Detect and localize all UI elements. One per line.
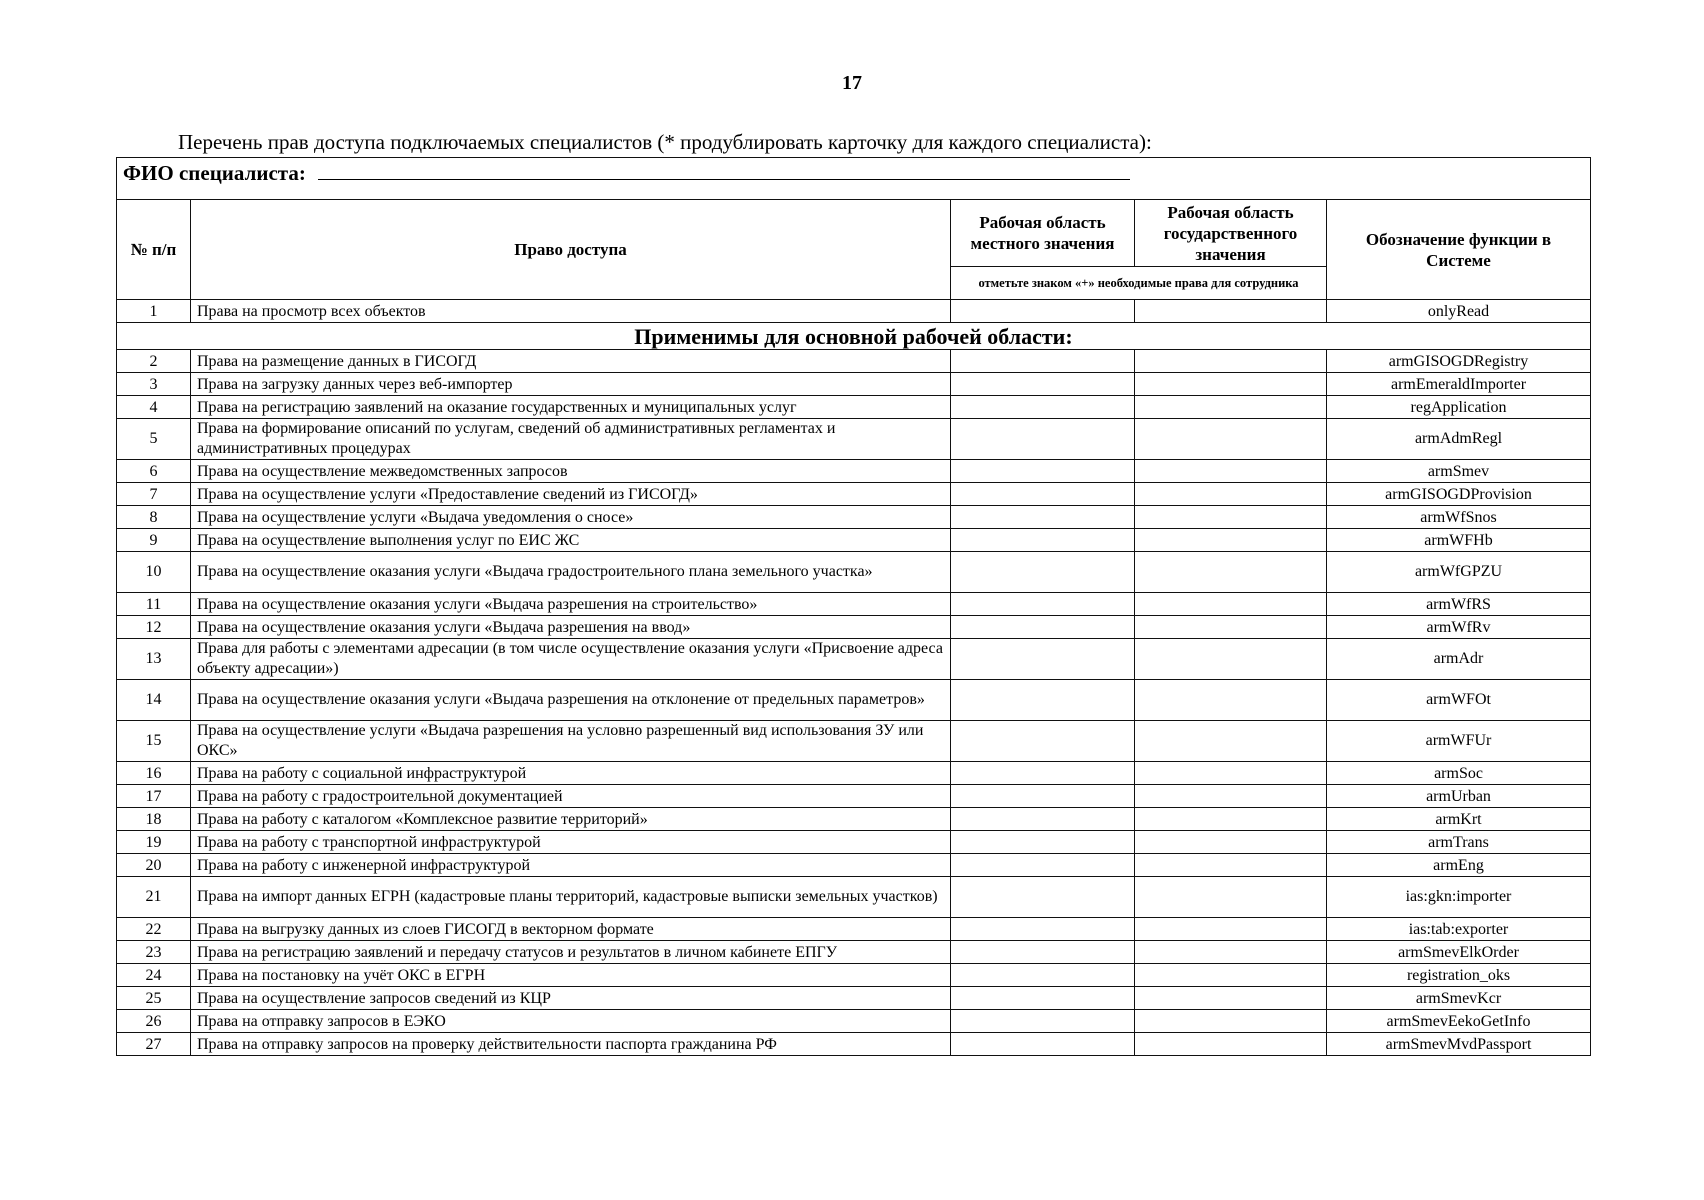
- row-num: 12: [117, 616, 191, 639]
- row-right: Права на осуществление выполнения услуг по ЕИС ЖС: [191, 529, 951, 552]
- local-area-cell[interactable]: [951, 300, 1135, 323]
- row-code: armSmevEekoGetInfo: [1327, 1010, 1591, 1033]
- row-code: armSmevKcr: [1327, 987, 1591, 1010]
- row-code: armSmevMvdPassport: [1327, 1033, 1591, 1056]
- row-num: 15: [117, 721, 191, 762]
- row-code: ias:gkn:importer: [1327, 877, 1591, 918]
- table-row: [117, 918, 1591, 941]
- state-area-cell[interactable]: [1135, 762, 1327, 785]
- row-num: 2: [117, 350, 191, 373]
- state-area-cell[interactable]: [1135, 350, 1327, 373]
- table-row: [117, 721, 1591, 762]
- row-num: 8: [117, 506, 191, 529]
- row-num: 27: [117, 1033, 191, 1056]
- row-num: 21: [117, 877, 191, 918]
- row-right: Права на просмотр всех объектов: [191, 300, 951, 323]
- table-row: [117, 680, 1591, 721]
- row-right: Права на осуществление оказания услуги «Выдача градостроительного плана земельного участка»: [191, 552, 951, 593]
- row-right: Права на отправку запросов в ЕЭКО: [191, 1010, 951, 1033]
- row-num: 3: [117, 373, 191, 396]
- row-right: Права на осуществление оказания услуги «Выдача разрешения на строительство»: [191, 593, 951, 616]
- row-num: 11: [117, 593, 191, 616]
- local-area-cell[interactable]: [951, 639, 1135, 680]
- state-area-cell[interactable]: [1135, 639, 1327, 680]
- row-num: 20: [117, 854, 191, 877]
- table-row: [117, 460, 1591, 483]
- local-area-cell[interactable]: [951, 460, 1135, 483]
- header-row: [117, 200, 1591, 267]
- local-area-cell[interactable]: [951, 877, 1135, 918]
- state-area-cell[interactable]: [1135, 964, 1327, 987]
- table-row: [117, 616, 1591, 639]
- table-row: [117, 987, 1591, 1010]
- local-area-cell[interactable]: [951, 483, 1135, 506]
- row-right: Права на осуществление услуги «Выдача разрешения на условно разрешенный вид использования ЗУ или ОКС»: [191, 721, 951, 762]
- state-area-cell[interactable]: [1135, 918, 1327, 941]
- table-row: [117, 964, 1591, 987]
- row-right: Права на осуществление запросов сведений из КЦР: [191, 987, 951, 1010]
- row-right: Права на загрузку данных через веб-импортер: [191, 373, 951, 396]
- row-code: armKrt: [1327, 808, 1591, 831]
- row-code: armWfGPZU: [1327, 552, 1591, 593]
- row-right: Права на отправку запросов на проверку действительности паспорта гражданина РФ: [191, 1033, 951, 1056]
- row-right: Права на формирование описаний по услугам, сведений об административных регламентах и административных процедурах: [191, 419, 951, 460]
- row-num: 9: [117, 529, 191, 552]
- state-area-cell[interactable]: [1135, 831, 1327, 854]
- row-num: 16: [117, 762, 191, 785]
- row-right: Права на работу с инженерной инфраструктурой: [191, 854, 951, 877]
- row-code: armWFOt: [1327, 680, 1591, 721]
- row-code: armSmevElkOrder: [1327, 941, 1591, 964]
- section-title: Применимы для основной рабочей области:: [117, 323, 1591, 350]
- state-area-cell[interactable]: [1135, 854, 1327, 877]
- local-area-cell[interactable]: [951, 529, 1135, 552]
- table-row: [117, 593, 1591, 616]
- state-area-cell[interactable]: [1135, 785, 1327, 808]
- table-row: [117, 808, 1591, 831]
- state-area-cell[interactable]: [1135, 680, 1327, 721]
- header-function: Обозначение функции в Системе: [1327, 200, 1591, 300]
- table-row: [117, 396, 1591, 419]
- row-right: Права на регистрацию заявлений и передачу статусов и результатов в личном кабинете ЕПГУ: [191, 941, 951, 964]
- row-num: 14: [117, 680, 191, 721]
- header-state-area: Рабочая область государственного значения: [1135, 200, 1327, 267]
- row-right: Права на размещение данных в ГИСОГД: [191, 350, 951, 373]
- row-num: 26: [117, 1010, 191, 1033]
- state-area-cell[interactable]: [1135, 987, 1327, 1010]
- fio-row: [117, 158, 1591, 200]
- row-code: armEng: [1327, 854, 1591, 877]
- state-area-cell[interactable]: [1135, 460, 1327, 483]
- table-row: [117, 785, 1591, 808]
- state-area-cell[interactable]: [1135, 529, 1327, 552]
- local-area-cell[interactable]: [951, 721, 1135, 762]
- state-area-cell[interactable]: [1135, 373, 1327, 396]
- state-area-cell[interactable]: [1135, 808, 1327, 831]
- row-code: armUrban: [1327, 785, 1591, 808]
- local-area-cell[interactable]: [951, 1033, 1135, 1056]
- local-area-cell[interactable]: [951, 680, 1135, 721]
- row-code: regApplication: [1327, 396, 1591, 419]
- row-num: 17: [117, 785, 191, 808]
- row-num: 25: [117, 987, 191, 1010]
- local-area-cell[interactable]: [951, 350, 1135, 373]
- row-right: Права на осуществление межведомственных запросов: [191, 460, 951, 483]
- state-area-cell[interactable]: [1135, 1010, 1327, 1033]
- local-area-cell[interactable]: [951, 419, 1135, 460]
- local-area-cell[interactable]: [951, 373, 1135, 396]
- table-row: [117, 552, 1591, 593]
- row-right: Права на постановку на учёт ОКС в ЕГРН: [191, 964, 951, 987]
- row-num: 19: [117, 831, 191, 854]
- row-num: 24: [117, 964, 191, 987]
- row-num: 10: [117, 552, 191, 593]
- table-row: [117, 1010, 1591, 1033]
- row-right: Права на осуществление оказания услуги «Выдача разрешения на отклонение от предельных параметров»: [191, 680, 951, 721]
- table-row: [117, 529, 1591, 552]
- row-code: ias:tab:exporter: [1327, 918, 1591, 941]
- table-row: [117, 877, 1591, 918]
- row-num: 23: [117, 941, 191, 964]
- row-num: 5: [117, 419, 191, 460]
- row-code: armAdmRegl: [1327, 419, 1591, 460]
- intro-text: Перечень прав доступа подключаемых специалистов (* продублировать карточку для каждого специалиста):: [178, 130, 1152, 154]
- row-right: Права на работу с транспортной инфраструктурой: [191, 831, 951, 854]
- local-area-cell[interactable]: [951, 506, 1135, 529]
- local-area-cell[interactable]: [951, 964, 1135, 987]
- row-right: Права на осуществление услуги «Предоставление сведений из ГИСОГД»: [191, 483, 951, 506]
- row-num: 6: [117, 460, 191, 483]
- local-area-cell[interactable]: [951, 854, 1135, 877]
- row-code: armTrans: [1327, 831, 1591, 854]
- local-area-cell[interactable]: [951, 808, 1135, 831]
- local-area-cell[interactable]: [951, 762, 1135, 785]
- row-num: 18: [117, 808, 191, 831]
- table-row: [117, 831, 1591, 854]
- state-area-cell[interactable]: [1135, 396, 1327, 419]
- table-row: [117, 373, 1591, 396]
- access-rights-table: [116, 157, 1591, 1056]
- state-area-cell[interactable]: [1135, 1033, 1327, 1056]
- row-code: armSmev: [1327, 460, 1591, 483]
- row-right: Права для работы с элементами адресации (в том числе осуществление оказания услуги «Присвоение адреса объекту адресации»): [191, 639, 951, 680]
- row-num: 4: [117, 396, 191, 419]
- state-area-cell[interactable]: [1135, 419, 1327, 460]
- local-area-cell[interactable]: [951, 941, 1135, 964]
- table-row: [117, 639, 1591, 680]
- row-num: 13: [117, 639, 191, 680]
- row-code: armWfRv: [1327, 616, 1591, 639]
- header-local-area: Рабочая область местного значения: [951, 200, 1135, 267]
- row-num: 22: [117, 918, 191, 941]
- table-row: [117, 1033, 1591, 1056]
- row-num: 7: [117, 483, 191, 506]
- row-code: armGISOGDRegistry: [1327, 350, 1591, 373]
- row-right: Права на работу с каталогом «Комплексное развитие территорий»: [191, 808, 951, 831]
- local-area-cell[interactable]: [951, 552, 1135, 593]
- state-area-cell[interactable]: [1135, 616, 1327, 639]
- row-right: Права на работу с социальной инфраструктурой: [191, 762, 951, 785]
- state-area-cell[interactable]: [1135, 877, 1327, 918]
- state-area-cell[interactable]: [1135, 483, 1327, 506]
- local-area-cell[interactable]: [951, 831, 1135, 854]
- fio-input-line[interactable]: [318, 159, 1130, 180]
- row-code: armAdr: [1327, 639, 1591, 680]
- row-right: Права на работу с градостроительной документацией: [191, 785, 951, 808]
- state-area-cell[interactable]: [1135, 593, 1327, 616]
- local-area-cell[interactable]: [951, 616, 1135, 639]
- row-code: registration_oks: [1327, 964, 1591, 987]
- row-code: armWFHb: [1327, 529, 1591, 552]
- row-right: Права на выгрузку данных из слоев ГИСОГД в векторном формате: [191, 918, 951, 941]
- header-num: № п/п: [117, 200, 191, 300]
- table-row: [117, 762, 1591, 785]
- local-area-cell[interactable]: [951, 785, 1135, 808]
- state-area-cell[interactable]: [1135, 506, 1327, 529]
- row-code: armWfRS: [1327, 593, 1591, 616]
- row-right: Права на регистрацию заявлений на оказание государственных и муниципальных услуг: [191, 396, 951, 419]
- row-right: Права на импорт данных ЕГРН (кадастровые планы территорий, кадастровые выписки земельных участков): [191, 877, 951, 918]
- state-area-cell[interactable]: [1135, 552, 1327, 593]
- table-row: [117, 300, 1591, 323]
- local-area-cell[interactable]: [951, 593, 1135, 616]
- table-row: [117, 506, 1591, 529]
- page-number: 17: [842, 72, 862, 94]
- row-code: armWfSnos: [1327, 506, 1591, 529]
- row-code: armEmeraldImporter: [1327, 373, 1591, 396]
- table-row: [117, 483, 1591, 506]
- state-area-cell[interactable]: [1135, 721, 1327, 762]
- table-row: [117, 350, 1591, 373]
- table-row: [117, 854, 1591, 877]
- table-row: [117, 419, 1591, 460]
- local-area-cell[interactable]: [951, 396, 1135, 419]
- state-area-cell[interactable]: [1135, 300, 1327, 323]
- row-right: Права на осуществление услуги «Выдача уведомления о сносе»: [191, 506, 951, 529]
- table-row: [117, 941, 1591, 964]
- local-area-cell[interactable]: [951, 918, 1135, 941]
- row-code: onlyRead: [1327, 300, 1591, 323]
- state-area-cell[interactable]: [1135, 941, 1327, 964]
- section-row: [117, 323, 1591, 350]
- local-area-cell[interactable]: [951, 1010, 1135, 1033]
- row-code: armSoc: [1327, 762, 1591, 785]
- row-code: armGISOGDProvision: [1327, 483, 1591, 506]
- fio-label: ФИО специалиста:: [123, 161, 306, 185]
- header-right: Право доступа: [191, 200, 951, 300]
- row-code: armWFUr: [1327, 721, 1591, 762]
- row-num: 1: [117, 300, 191, 323]
- row-right: Права на осуществление оказания услуги «Выдача разрешения на ввод»: [191, 616, 951, 639]
- header-note: отметьте знаком «+» необходимые права для сотрудника: [951, 267, 1327, 300]
- local-area-cell[interactable]: [951, 987, 1135, 1010]
